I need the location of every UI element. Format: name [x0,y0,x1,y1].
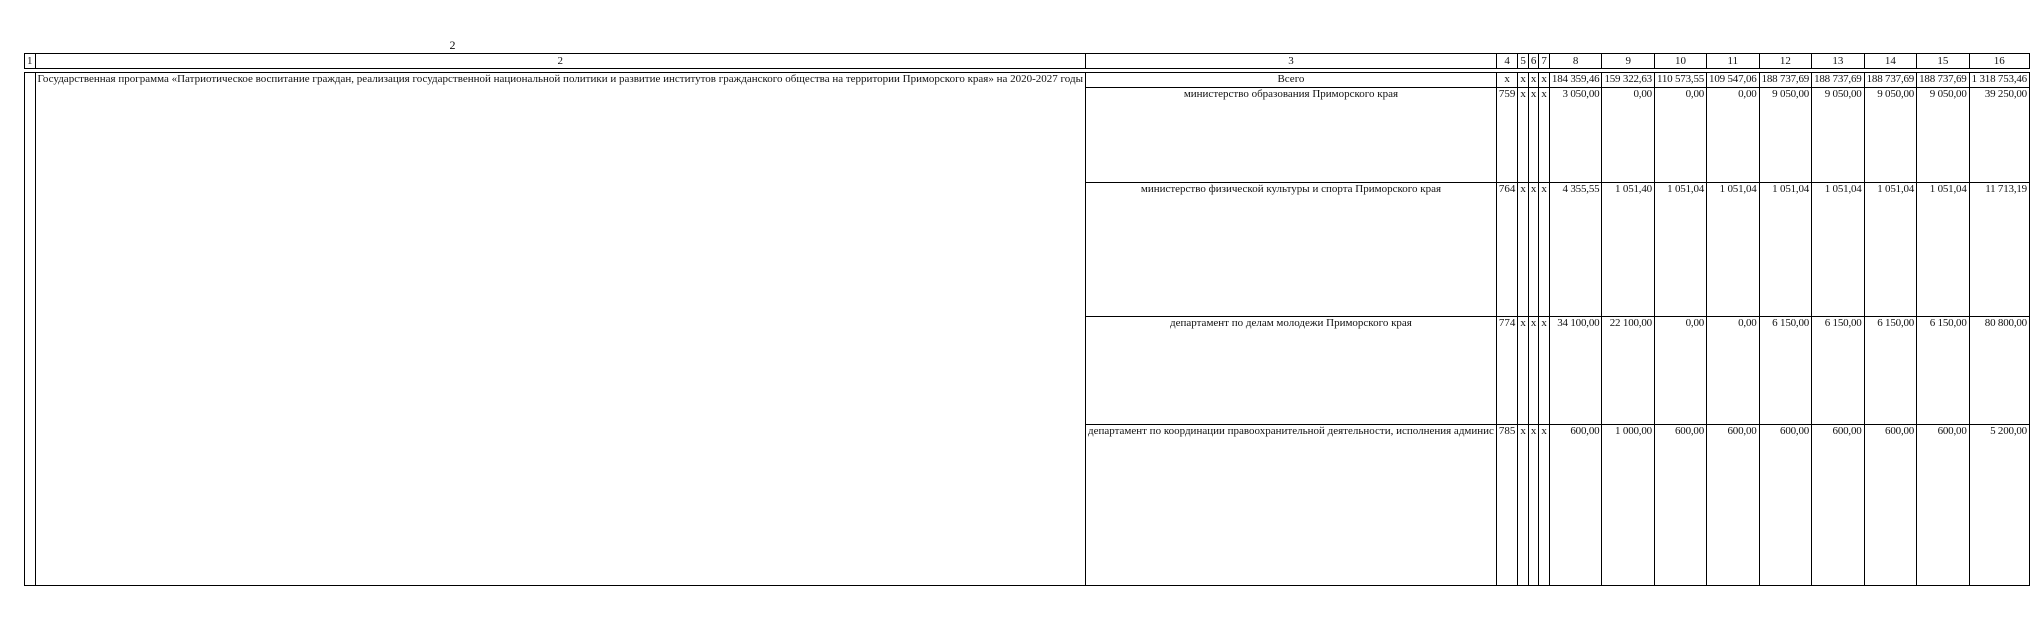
cell: x [1528,88,1539,183]
cell: 1 051,04 [1864,183,1917,317]
cell: 6 150,00 [1812,317,1865,425]
cell: 9 050,00 [1864,88,1917,183]
cell: x [1539,425,1550,586]
cell: 0,00 [1707,88,1760,183]
column-number-row [25,54,2030,69]
budget-table [24,53,2030,586]
col-header: 16 [1969,54,2029,69]
cell: 600,00 [1654,425,1706,586]
cell: 4 355,55 [1549,183,1602,317]
cell: 184 359,46 [1549,73,1602,88]
cell: 6 150,00 [1864,317,1917,425]
cell: 109 547,06 [1707,73,1760,88]
department-code: 759 [1496,88,1518,183]
cell: x [1539,73,1550,88]
cell: x [1539,88,1550,183]
cell: x [1496,73,1518,88]
cell: 39 250,00 [1969,88,2029,183]
department-name: департамент по координации правоохранительной деятельности, исполнения админис [1085,425,1496,586]
department-name: департамент по делам молодежи Приморского края [1085,317,1496,425]
cell: 0,00 [1654,317,1706,425]
department-code: 785 [1496,425,1518,586]
col-header: 4 [1496,54,1518,69]
cell: 34 100,00 [1549,317,1602,425]
cell: 1 051,40 [1602,183,1655,317]
col-header: 6 [1528,54,1539,69]
col-header: 11 [1707,54,1760,69]
col-header: 3 [1085,54,1496,69]
total-label: Всего [1085,73,1496,88]
cell: x [1528,425,1539,586]
col-header: 2 [35,54,1085,69]
cell: 5 200,00 [1969,425,2029,586]
cell: 188 737,69 [1917,73,1970,88]
cell: x [1518,425,1529,586]
cell: x [1518,88,1529,183]
cell: 600,00 [1549,425,1602,586]
cell: 1 051,04 [1759,183,1812,317]
department-name: министерство образования Приморского края [1085,88,1496,183]
table-row-total [25,73,2030,88]
cell: x [1518,183,1529,317]
col-header: 5 [1518,54,1529,69]
cell: 600,00 [1917,425,1970,586]
cell: 1 000,00 [1602,425,1655,586]
department-name: министерство физической культуры и спорта Приморского края [1085,183,1496,317]
cell: 80 800,00 [1969,317,2029,425]
cell: 6 150,00 [1917,317,1970,425]
department-code: 774 [1496,317,1518,425]
cell: 9 050,00 [1759,88,1812,183]
cell: 3 050,00 [1549,88,1602,183]
col-header: 9 [1602,54,1655,69]
cell: 600,00 [1812,425,1865,586]
program-title: Государственная программа «Патриотическое воспитание граждан, реализация государственной национальной политики и развитие институтов гражданского общества на территории Приморского края» на 2020-2027 годы [35,73,1085,586]
cell: x [1528,317,1539,425]
cell: 188 737,69 [1812,73,1865,88]
cell: 600,00 [1759,425,1812,586]
cell: 1 051,04 [1707,183,1760,317]
cell: 9 050,00 [1812,88,1865,183]
cell: 159 322,63 [1602,73,1655,88]
department-code: 764 [1496,183,1518,317]
cell: 1 051,04 [1917,183,1970,317]
cell: 6 150,00 [1759,317,1812,425]
cell: 1 051,04 [1654,183,1706,317]
col-header: 10 [1654,54,1706,69]
cell: x [1539,183,1550,317]
cell: 600,00 [1864,425,1917,586]
cell: 1 318 753,46 [1969,73,2029,88]
cell: 11 713,19 [1969,183,2029,317]
cell: x [1518,73,1529,88]
col-header: 15 [1917,54,1970,69]
col-header: 13 [1812,54,1865,69]
cell: x [1518,317,1529,425]
col-header: 14 [1864,54,1917,69]
cell: 188 737,69 [1759,73,1812,88]
col1-cell [25,73,36,586]
cell: 0,00 [1602,88,1655,183]
cell: 1 051,04 [1812,183,1865,317]
page-number: 2 [449,38,456,52]
col-header: 8 [1549,54,1602,69]
cell: 188 737,69 [1864,73,1917,88]
cell: 0,00 [1654,88,1706,183]
col-header: 7 [1539,54,1550,69]
cell: x [1528,183,1539,317]
col-header: 12 [1759,54,1812,69]
col-header: 1 [25,54,36,69]
cell: 22 100,00 [1602,317,1655,425]
cell: x [1528,73,1539,88]
cell: 9 050,00 [1917,88,1970,183]
cell: 600,00 [1707,425,1760,586]
cell: 110 573,55 [1654,73,1706,88]
cell: 0,00 [1707,317,1760,425]
cell: x [1539,317,1550,425]
